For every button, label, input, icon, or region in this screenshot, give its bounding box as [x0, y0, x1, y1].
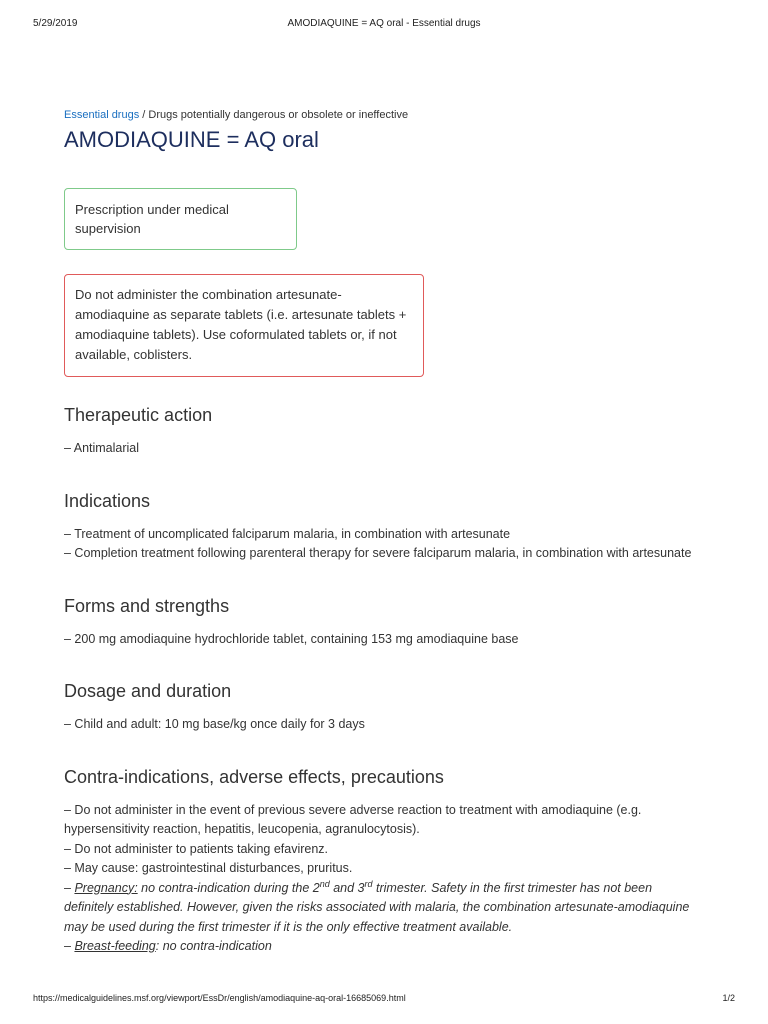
breadcrumb-current: Drugs potentially dangerous or obsolete or ineffective — [148, 109, 409, 121]
section-heading: Therapeutic action — [64, 405, 213, 425]
section-heading: Dosage and duration — [64, 681, 232, 701]
list-item: – Treatment of uncomplicated falciparum malaria, in combination with artesunate — [64, 526, 511, 541]
superscript-nd: nd — [319, 878, 330, 889]
section-body — [64, 801, 704, 957]
print-header — [33, 18, 735, 32]
page-title: AMODIAQUINE = AQ oral — [64, 127, 319, 152]
warning-notice: Do not administer the combination artesunate-amodiaquine as separate tablets (i.e. artesunate tablets + amodiaquine tablets). Use coformulated tablets or, if not available, coblisters. — [64, 274, 424, 377]
pregnancy-text: no contra-indication during the 2 — [137, 880, 320, 895]
list-item-pregnancy — [64, 879, 704, 938]
section-heading: Indications — [64, 490, 151, 511]
prescription-notice: Prescription under medical supervision — [64, 188, 297, 250]
list-item: – Antimalarial — [64, 441, 140, 455]
section-heading: Forms and strengths — [64, 595, 230, 616]
pregnancy-label: Pregnancy: — [74, 880, 138, 895]
section-body — [64, 439, 704, 459]
section-contra-indications — [64, 765, 704, 957]
section-body — [64, 715, 704, 735]
section-body — [64, 525, 704, 564]
dash: – — [64, 880, 75, 895]
breadcrumb-link-essential-drugs[interactable]: Essential drugs — [64, 109, 140, 121]
pregnancy-text: and 3 — [329, 880, 365, 895]
superscript-rd: rd — [364, 878, 373, 889]
section-heading: Contra-indications, adverse effects, precautions — [64, 766, 444, 787]
pregnancy-text: trimester. Safety in the first trimester has not been definitely established. However, given the risks associated with malaria, the combination artesunate-amodiaquine may be used during the first trimester if it is the only effective treatment available. — [64, 880, 690, 934]
list-item-breastfeeding — [64, 937, 704, 957]
list-item: – Completion treatment following parenteral therapy for severe falciparum malaria, in combination with artesunate — [64, 546, 692, 560]
print-date: 5/29/2019 — [33, 18, 78, 29]
breastfeeding-label: Breast-feeding — [74, 939, 156, 953]
section-forms-strengths — [64, 594, 704, 650]
list-item: – 200 mg amodiaquine hydrochloride tablet, containing 153 mg amodiaquine base — [64, 631, 519, 646]
section-therapeutic-action — [64, 403, 704, 459]
section-indications — [64, 489, 704, 564]
print-title: AMODIAQUINE = AQ oral - Essential drugs — [287, 18, 481, 29]
section-dosage-duration — [64, 679, 704, 735]
page-number: 1/2 — [722, 993, 735, 1003]
breadcrumb — [64, 108, 704, 122]
list-item: – May cause: gastrointestinal disturbances, pruritus. — [64, 861, 353, 875]
list-item: – Child and adult: 10 mg base/kg once daily for 3 days — [64, 717, 365, 731]
list-item: – Do not administer to patients taking efavirenz. — [64, 841, 329, 856]
breadcrumb-separator: / — [142, 109, 146, 121]
print-url: https://medicalguidelines.msf.org/viewport/EssDr/english/amodiaquine-aq-oral-16685069.html — [33, 993, 406, 1003]
main-content — [64, 108, 704, 957]
print-footer — [33, 993, 735, 1007]
breastfeeding-text: : no contra-indication — [155, 939, 272, 953]
list-item: – Do not administer in the event of previous severe adverse reaction to treatment with amodiaquine (e.g. hypersensitivity reaction, hepatitis, leucopenia, agranulocytosis). — [64, 802, 642, 836]
dash: – — [64, 939, 75, 953]
section-body — [64, 630, 704, 650]
